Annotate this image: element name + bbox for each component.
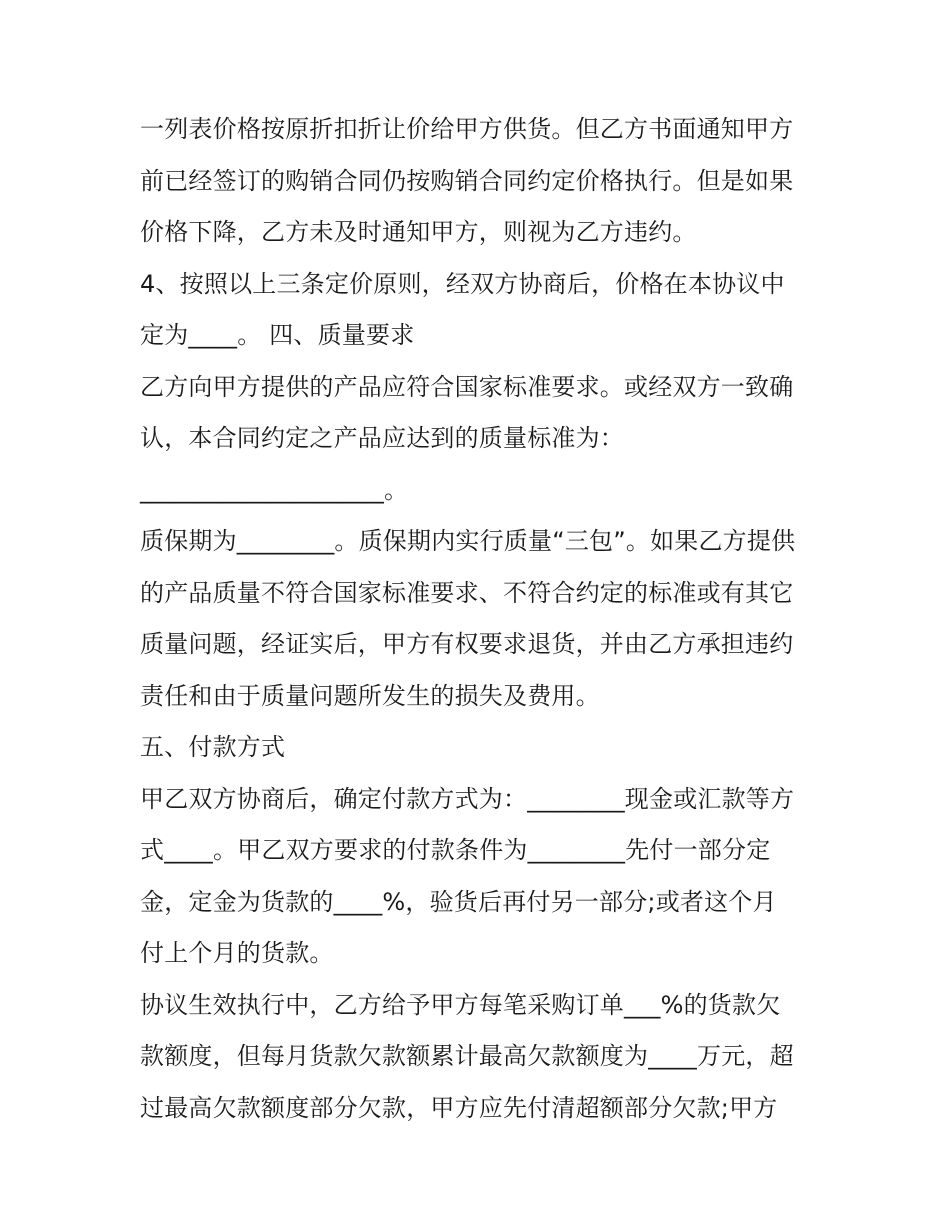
text-line: 质量问题，经证实后，甲方有权要求退货，并由乙方承担违约 [140,630,794,658]
text-line: 款额度，但每月货款欠款额累计最高欠款额度为____万元，超 [140,1042,794,1070]
section-heading: 五、付款方式 [140,733,286,761]
text-line: 过最高欠款额度部分欠款，甲方应先付清超额部分欠款;甲方 [140,1093,778,1122]
text-line: 一列表价格按原折扣折让价给甲方供货。但乙方书面通知甲方 [140,115,794,143]
text-line: ____________________。 [140,475,409,504]
text-line: 付上个月的货款。 [140,939,334,967]
text-line: 价格下降，乙方未及时通知甲方，则视为乙方违约。 [140,218,697,246]
contract-text-body [140,104,830,1134]
text-line: 乙方向甲方提供的产品应符合国家标准要求。或经双方一致确 [140,372,794,401]
text-line: 金，定金为货款的____%，验货后再付另一部分;或者这个月 [140,887,777,916]
text-line: 甲乙双方协商后，确定付款方式为：________现金或汇款等方 [140,784,795,813]
text-line: 定为____。 四、质量要求 [140,321,415,349]
text-line: 4、按照以上三条定价原则，经双方协商后，价格在本协议中 [140,269,785,298]
text-line: 认，本合同约定之产品应达到的质量标准为： [140,424,624,452]
text-line: 的产品质量不符合国家标准要求、不符合约定的标准或有其它 [140,578,794,607]
text-line: 式____。甲乙双方要求的付款条件为________先付一部分定 [140,836,771,864]
text-line: 协议生效执行中，乙方给予甲方每笔采购订单___%的货款欠 [140,990,781,1019]
text-line: 前已经签订的购销合同仍按购销合同约定价格执行。但是如果 [140,166,794,195]
text-line: 责任和由于质量问题所发生的损失及费用。 [140,681,600,710]
text-line: 质保期为________。质保期内实行质量“三包”。如果乙方提供 [140,527,796,555]
